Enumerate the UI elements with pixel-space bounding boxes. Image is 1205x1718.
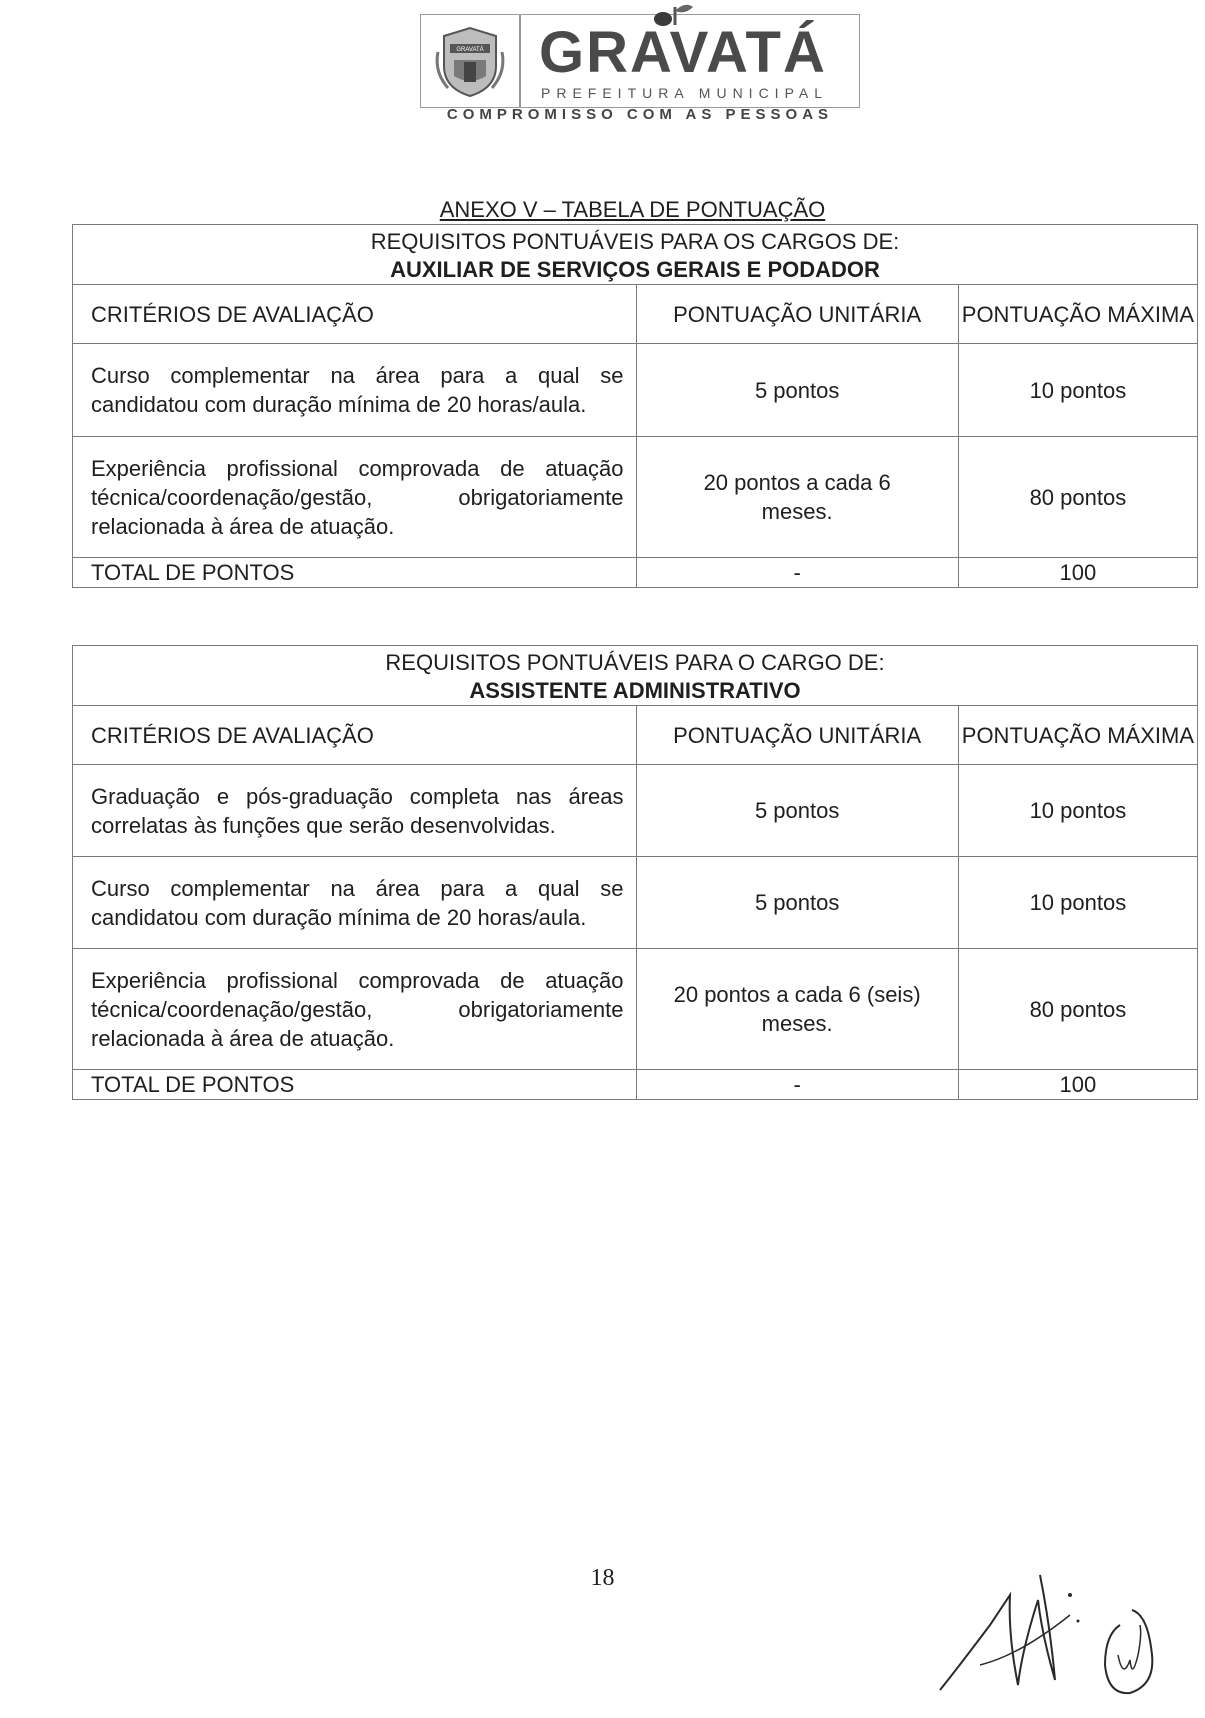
signature-icon xyxy=(920,1555,1170,1705)
unit-points-cell: 5 pontos xyxy=(636,857,958,949)
max-points-cell: 10 pontos xyxy=(958,857,1197,949)
table-title xyxy=(73,225,1198,285)
total-unit: - xyxy=(636,1070,958,1100)
table-row xyxy=(73,344,1198,437)
total-max: 100 xyxy=(958,1070,1197,1100)
column-header-unit: PONTUAÇÃO UNITÁRIA xyxy=(636,706,958,765)
municipal-crest-icon xyxy=(421,15,521,107)
crest-label: GRAVATÁ xyxy=(456,47,484,53)
total-unit: - xyxy=(636,558,958,588)
total-label: TOTAL DE PONTOS xyxy=(73,1070,637,1100)
logo xyxy=(420,14,860,108)
role-name: AUXILIAR DE SERVIÇOS GERAIS E PODADOR xyxy=(390,256,880,282)
annex-title: ANEXO V – TABELA DE PONTUAÇÃO xyxy=(439,197,826,222)
score-table xyxy=(72,224,1198,588)
criterion-cell: Experiência profissional comprovada de atuação técnica/coordenação/gestão, obrigatoriamente relacionada à área de atuação. xyxy=(73,437,637,558)
total-row xyxy=(73,1070,1198,1100)
header-row xyxy=(73,285,1198,344)
header-row xyxy=(73,706,1198,765)
brand-subtitle: PREFEITURA MUNICIPAL xyxy=(541,85,828,101)
column-header-criteria: CRITÉRIOS DE AVALIAÇÃO xyxy=(73,285,637,344)
table-title-line: REQUISITOS PONTUÁVEIS PARA O CARGO DE: xyxy=(385,649,885,675)
total-label: TOTAL DE PONTOS xyxy=(73,558,637,588)
column-header-criteria: CRITÉRIOS DE AVALIAÇÃO xyxy=(73,706,637,765)
max-points-cell: 10 pontos xyxy=(958,344,1197,437)
criterion-cell: Curso complementar na área para a qual se candidatou com duração mínima de 20 horas/aula. xyxy=(73,857,637,949)
score-table xyxy=(72,645,1198,1100)
table-row xyxy=(73,857,1198,949)
unit-points-cell: 5 pontos xyxy=(636,344,958,437)
criterion-cell: Curso complementar na área para a qual se candidatou com duração mínima de 20 horas/aula. xyxy=(73,344,637,437)
unit-points-cell: 5 pontos xyxy=(636,765,958,857)
role-name: ASSISTENTE ADMINISTRATIVO xyxy=(469,677,801,703)
column-header-unit: PONTUAÇÃO UNITÁRIA xyxy=(636,285,958,344)
brand-name: GRAVATÁ xyxy=(539,20,827,85)
total-max: 100 xyxy=(958,558,1197,588)
criterion-cell: Graduação e pós-graduação completa nas áreas correlatas às funções que serão desenvolvidas. xyxy=(73,765,637,857)
page-number: 18 xyxy=(590,1565,615,1591)
max-points-cell: 10 pontos xyxy=(958,765,1197,857)
table-row xyxy=(73,765,1198,857)
table-row xyxy=(73,437,1198,558)
column-header-max: PONTUAÇÃO MÁXIMA xyxy=(958,285,1197,344)
table-title xyxy=(73,646,1198,706)
table-row xyxy=(73,949,1198,1070)
table-title-line: REQUISITOS PONTUÁVEIS PARA OS CARGOS DE: xyxy=(370,228,900,254)
max-points-cell: 80 pontos xyxy=(958,437,1197,558)
unit-points-cell: 20 pontos a cada 6 meses. xyxy=(636,437,958,558)
criterion-cell: Experiência profissional comprovada de atuação técnica/coordenação/gestão, obrigatoriamente relacionada à área de atuação. xyxy=(73,949,637,1070)
column-header-max: PONTUAÇÃO MÁXIMA xyxy=(958,706,1197,765)
unit-points-cell: 20 pontos a cada 6 (seis) meses. xyxy=(636,949,958,1070)
tagline: COMPROMISSO COM AS PESSOAS xyxy=(446,106,834,123)
max-points-cell: 80 pontos xyxy=(958,949,1197,1070)
total-row xyxy=(73,558,1198,588)
letterhead xyxy=(0,0,1205,140)
